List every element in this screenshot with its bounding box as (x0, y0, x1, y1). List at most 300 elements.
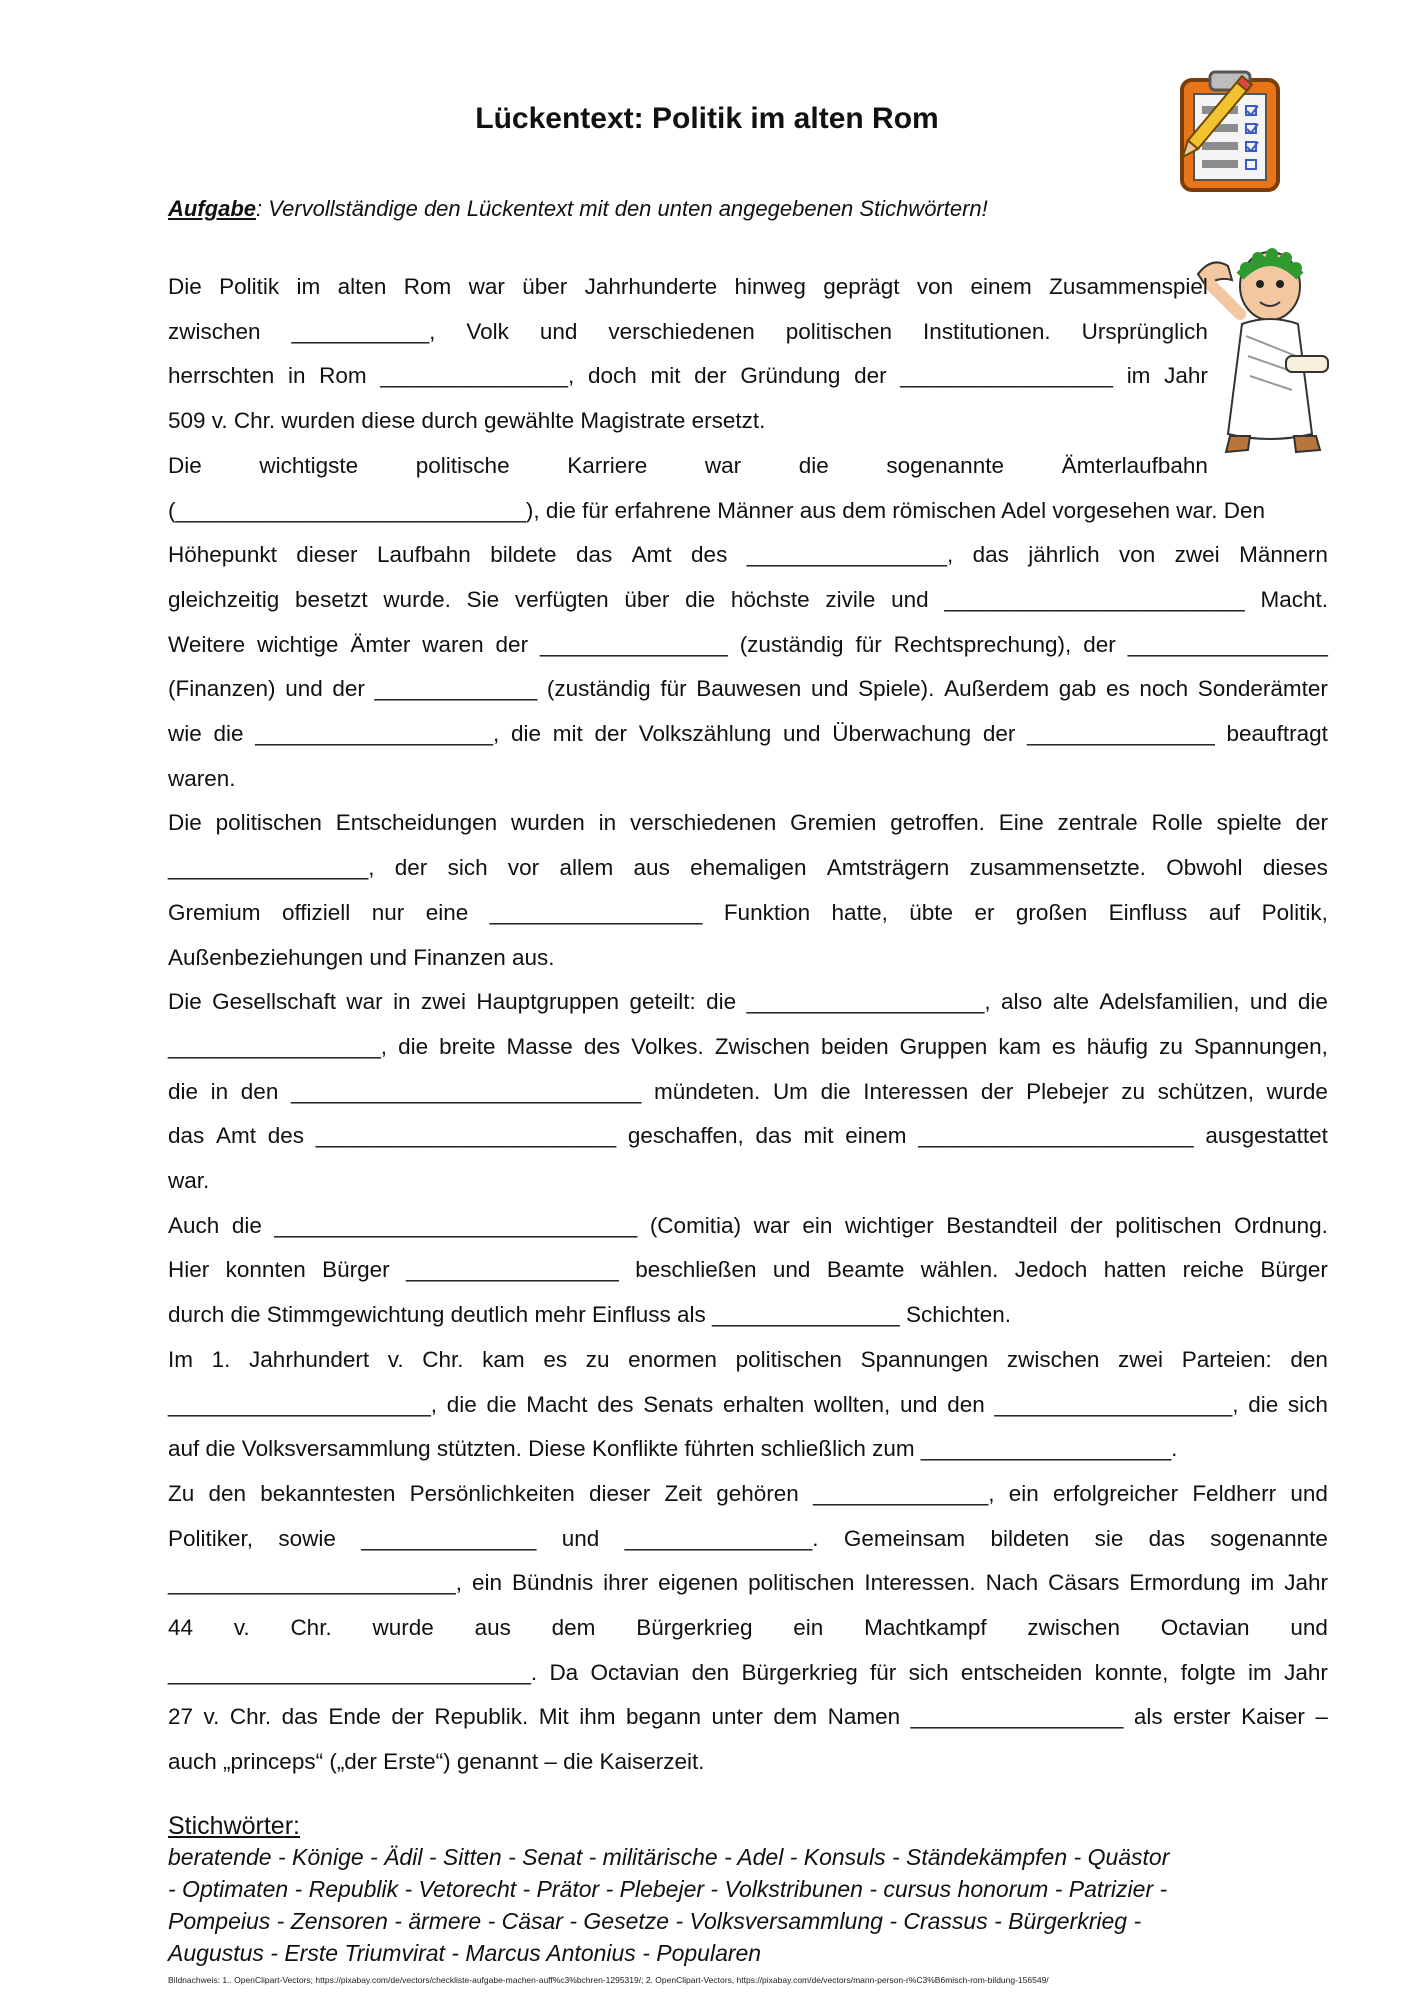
word: _______________ (1027, 721, 1215, 746)
text-line (168, 319, 1208, 345)
word: hinweg (734, 274, 806, 299)
word: dieses (1262, 855, 1328, 881)
word: höchste (730, 586, 810, 612)
word: wurde (1266, 1078, 1328, 1104)
word: im (1250, 1570, 1275, 1596)
word: Octavian (590, 1659, 680, 1685)
word: die (1297, 989, 1328, 1015)
word: Adelsfamilien, (1099, 989, 1240, 1015)
word: Feldherr (1192, 1480, 1277, 1506)
word: und (772, 1257, 811, 1283)
word: mit (552, 721, 583, 746)
text-line (168, 1481, 1328, 1507)
word: _______________. (624, 1525, 819, 1551)
word: und (539, 318, 578, 344)
word: das (281, 1704, 318, 1730)
word: doch (587, 363, 637, 389)
word: über (624, 586, 670, 612)
word: zu (585, 1346, 610, 1372)
word: Da (549, 1659, 579, 1685)
word: die (168, 1078, 199, 1104)
word: Hauptgruppen (476, 989, 620, 1015)
word: v. (203, 1704, 220, 1730)
text-line (168, 587, 1328, 613)
word: Amt (216, 1123, 257, 1149)
word: mündeten. (653, 1078, 761, 1104)
word: (zuständig (739, 631, 844, 657)
text-line: auch „princeps“ („der Erste“) genannt – die Kaiserzeit. (168, 1749, 705, 1775)
word: sich (908, 1659, 949, 1685)
word: wurden (510, 810, 585, 836)
word: aus (474, 1615, 511, 1640)
word: waren (422, 631, 484, 657)
word: zentrale (1057, 810, 1138, 836)
stichwoerter-line: beratende - Könige - Ädil - Sitten - Senat - militärische - Adel - Konsuls - Ständekämpfen - Quästor (168, 1844, 1170, 1870)
word: _____________________________ (274, 1212, 638, 1238)
word: Gremien (790, 810, 877, 836)
checklist-clipboard-icon (1168, 66, 1290, 196)
word: Jahr (1284, 1659, 1328, 1685)
word: folgte (1180, 1659, 1236, 1685)
word: Chr. (229, 1704, 272, 1730)
word: _____________________________. (168, 1659, 538, 1685)
word: geprägt (823, 274, 900, 299)
word: übte (909, 899, 954, 925)
word: wurde. (383, 586, 451, 612)
word: ________________, (746, 542, 954, 568)
word: Kaiser (1241, 1704, 1305, 1730)
text-line (168, 632, 1328, 658)
word: großen (1015, 899, 1088, 925)
word: _________________ (900, 363, 1114, 389)
text-line (168, 810, 1328, 836)
word: _________________, (168, 1033, 387, 1059)
word: vor (507, 855, 540, 881)
word: einem (845, 1123, 907, 1149)
word: (Comitia) (649, 1212, 742, 1238)
word: Zu (168, 1480, 195, 1506)
word: Rolle (1151, 810, 1203, 836)
word: Institutionen. (923, 318, 1051, 344)
text-line: 509 v. Chr. wurden diese durch gewählte Magistrate ersetzt. (168, 408, 766, 434)
word: der (394, 855, 428, 881)
word: verschiedenen (608, 318, 755, 344)
word: Gemeinsam (843, 1525, 966, 1551)
text-line (168, 542, 1328, 568)
text-line: waren. (168, 765, 236, 791)
word: aus (633, 855, 670, 881)
word: – (1315, 1704, 1328, 1730)
word: auf (1208, 899, 1241, 925)
word: Zeit (664, 1480, 703, 1506)
text-line (168, 1526, 1328, 1552)
word: Jahr (1164, 363, 1208, 389)
word: Volkszählung (638, 721, 772, 746)
word: bildete (490, 542, 557, 568)
word: Laufbahn (376, 542, 471, 568)
word: allem (559, 855, 614, 881)
stichwoerter-line: Pompeius - Zensoren - ärmere - Cäsar - Gesetze - Volksversammlung - Crassus - Bürgerkrieg - (168, 1908, 1142, 1934)
text-line (168, 989, 1328, 1015)
word: Sonderämter (1197, 676, 1328, 702)
text-line (168, 1615, 1328, 1641)
word: Bürger (1260, 1257, 1328, 1283)
word: die (213, 721, 244, 746)
word: Überwachung (832, 721, 972, 746)
word: Im (168, 1346, 193, 1372)
word: zu (1159, 1033, 1183, 1059)
word: Um (772, 1078, 808, 1104)
word: erhalten (722, 1391, 805, 1417)
word: sowie (278, 1525, 336, 1551)
word: Rom (319, 363, 367, 389)
word: offiziell (281, 899, 351, 925)
word: wurde (372, 1615, 434, 1640)
text-line: auf die Volksversammlung stützten. Diese Konflikte führten schließlich zum ____________________. (168, 1436, 1178, 1462)
word: enormen (628, 1346, 717, 1372)
word: Jahr (1284, 1570, 1328, 1596)
text-line (168, 1392, 1328, 1418)
word: Amtsträgern (826, 855, 950, 881)
word: gehören (716, 1480, 799, 1506)
word: ehemaligen (690, 855, 807, 881)
word: wichtige (257, 631, 339, 657)
word: geteilt: (629, 989, 696, 1015)
word: für (870, 1659, 897, 1685)
word: alte (1052, 989, 1089, 1015)
text-line (168, 274, 1208, 300)
word: Gründung (740, 363, 841, 389)
word: kam (482, 1346, 525, 1372)
word: Ämter (350, 631, 411, 657)
word: im (1126, 363, 1151, 389)
word: Die (168, 810, 202, 836)
word: die (398, 1033, 429, 1059)
word: der (694, 363, 727, 389)
word: Ursprünglich (1081, 318, 1208, 344)
word: das (755, 1123, 792, 1149)
word: ____________________________ (290, 1078, 642, 1104)
word: sich (1287, 1391, 1328, 1417)
word: die (820, 1078, 851, 1104)
word: die (685, 586, 716, 612)
word: zwei (420, 989, 466, 1015)
word: Spannungen (860, 1346, 989, 1372)
word: sie (1094, 1525, 1124, 1551)
word: den (1290, 1346, 1328, 1372)
word: und (1249, 989, 1288, 1015)
word: Interessen. (864, 1570, 976, 1596)
word: die (486, 1391, 517, 1417)
word: Machtkampf (864, 1615, 987, 1640)
task-instruction (168, 196, 988, 222)
word: zwischen (1027, 1615, 1120, 1640)
word: konnte, (1094, 1659, 1169, 1685)
word: und (899, 1391, 938, 1417)
word: das (1148, 1525, 1185, 1551)
page-title: Lückentext: Politik im alten Rom (475, 102, 939, 135)
word: ___________________, (746, 989, 991, 1015)
word: Bestandteil (946, 1212, 1058, 1238)
word: über (522, 274, 568, 299)
stichwoerter-title: Stichwörter: (168, 1812, 300, 1840)
word: ein (793, 1615, 824, 1640)
word: Politik, (1261, 899, 1328, 925)
text-line: (____________________________), die für erfahrene Männer aus dem römischen Adel vorgesehen war. Den (168, 497, 1266, 523)
word: die (1248, 1391, 1279, 1417)
word: von (1118, 542, 1156, 568)
text-line (168, 1213, 1328, 1239)
word: Masse (506, 1033, 573, 1059)
word: häufig (1086, 1033, 1149, 1059)
word: hatten (1103, 1257, 1167, 1283)
word: Politiker, (168, 1525, 254, 1551)
word: Jahrhunderte (584, 274, 718, 299)
text-line (168, 1704, 1328, 1730)
word: der (982, 721, 1016, 746)
word: Spannungen, (1193, 1033, 1328, 1059)
word: das (575, 542, 613, 568)
word: Bürgerkrieg (741, 1659, 858, 1685)
word: die (798, 452, 829, 478)
word: geschaffen, (627, 1123, 744, 1149)
word: Bauwesen (696, 676, 802, 702)
word: für (855, 631, 882, 657)
word: er (974, 899, 995, 925)
word: eine (425, 899, 469, 925)
text-line: durch die Stimmgewichtung deutlich mehr Einfluss als _______________ Schichten. (168, 1302, 1012, 1328)
word: Männern (1239, 542, 1328, 568)
word: ______________________ (918, 1123, 1194, 1149)
word: und (1290, 1480, 1328, 1506)
word: _____________ (374, 676, 538, 702)
word: (zuständig (546, 676, 651, 702)
text-line: war. (168, 1168, 210, 1193)
word: Chr. (422, 1346, 464, 1372)
word: politischen (215, 810, 322, 836)
word: ________________ (1127, 631, 1328, 657)
word: Volk (466, 318, 509, 344)
word: den (208, 1480, 247, 1506)
word: zwischen (168, 318, 261, 344)
word: sich (447, 855, 488, 881)
word: in (393, 989, 411, 1015)
word: _____________________, (168, 1391, 438, 1417)
word: wichtiger (844, 1212, 934, 1238)
word: und (561, 1525, 600, 1551)
word: ihrer (603, 1570, 649, 1596)
word: ausgestattet (1205, 1123, 1328, 1149)
word: noch (1139, 676, 1189, 702)
word: Die (168, 452, 202, 478)
word: Beamte (826, 1257, 905, 1283)
task-text: : Vervollständige den Lückentext mit den unten angegebenen Stichwörtern! (256, 196, 988, 221)
word: Spiele). (858, 676, 935, 702)
word: bekanntesten (260, 1480, 396, 1506)
word: Gremium (168, 899, 261, 925)
word: sogenannte (1210, 1525, 1328, 1551)
word: ein (1008, 1480, 1039, 1506)
word: Ermordung (1129, 1570, 1241, 1596)
word: es (1105, 676, 1130, 702)
word: für (660, 676, 687, 702)
word: Funktion (723, 899, 811, 925)
word: 44 (168, 1615, 194, 1640)
word: wie (168, 721, 202, 746)
word: Auch (168, 1212, 220, 1238)
word: in (598, 810, 617, 836)
stichwoerter-line: - Optimaten - Republik - Vetorecht - Prätor - Plebejer - Volkstribunen - cursus honorum - Patrizier - (168, 1876, 1168, 1902)
word: v. (233, 1615, 250, 1640)
word: Namen (827, 1704, 901, 1730)
word: das (168, 1123, 205, 1149)
word: und (783, 721, 821, 746)
word: Senats (643, 1391, 714, 1417)
text-line (168, 1570, 1328, 1596)
word: Hier (168, 1257, 210, 1283)
word: in (210, 1078, 229, 1104)
word: Jahrhundert (249, 1346, 370, 1372)
word: Außerdem (944, 676, 1050, 702)
word: Ende (328, 1704, 381, 1730)
text-line (168, 900, 1328, 926)
word: 27 (168, 1704, 194, 1730)
word: war (704, 452, 742, 478)
word: Die (168, 274, 202, 299)
word: zwischen (1006, 1346, 1100, 1372)
word: hatte, (831, 899, 888, 925)
word: Ordnung. (1234, 1212, 1328, 1238)
word: _______________________, (168, 1570, 463, 1596)
word: politischen (748, 1570, 855, 1596)
word: Bündnis (511, 1570, 594, 1596)
text-line (168, 1660, 1328, 1686)
word: ______________ (361, 1525, 537, 1551)
word: bildeten (990, 1525, 1070, 1551)
word: reiche (1182, 1257, 1244, 1283)
word: schützen, (1157, 1078, 1254, 1104)
word: als (1133, 1704, 1163, 1730)
image-credits: Bildnachweis: 1.. OpenClipart-Vectors; https://pixabay.com/de/vectors/checkliste-aufgabe-machen-auff%c3%bchren-1295319/; 2. OpenClipart-Vectors, https://pixabay.com/de/vectors/mann-person-r%C3%B6misch-rom-bildung-156549/ (168, 1975, 1049, 1985)
word: Zwischen (714, 1033, 810, 1059)
word: wählen. (920, 1257, 999, 1283)
word: dem (551, 1615, 596, 1640)
word: die (231, 1212, 262, 1238)
word: erster (1173, 1704, 1231, 1730)
word: Rom (403, 274, 452, 299)
word: Obwohl (1166, 855, 1243, 881)
word: beiden (821, 1033, 889, 1059)
word: Parteien: (1181, 1346, 1272, 1372)
word: der (391, 1704, 424, 1730)
word: getroffen. (890, 810, 985, 836)
word: Zusammenspiel (1049, 274, 1208, 299)
word: Bürger (322, 1257, 390, 1283)
word: die (706, 989, 737, 1015)
word: der (1295, 810, 1328, 836)
word: ihm (579, 1704, 616, 1730)
word: zu (1121, 1078, 1146, 1104)
word: entscheiden (960, 1659, 1083, 1685)
word: Macht (526, 1391, 588, 1417)
word: unter (711, 1704, 763, 1730)
word: zwei (1118, 1346, 1164, 1372)
word: alten (337, 274, 387, 299)
word: Macht. (1260, 586, 1328, 612)
word: beschließen (635, 1257, 757, 1283)
word: Mit (538, 1704, 569, 1730)
word: ___________________, (994, 1391, 1239, 1417)
word: die (446, 1391, 477, 1417)
word: der (594, 721, 627, 746)
word: Amt (631, 542, 672, 568)
text-line (168, 363, 1208, 389)
word: politische (415, 452, 510, 478)
word: Nach (985, 1570, 1039, 1596)
word: gleichzeitig (168, 586, 280, 612)
word: und (810, 676, 849, 702)
word: Gruppen (899, 1033, 988, 1059)
word: des (597, 1391, 634, 1417)
word: nur (371, 899, 405, 925)
word: besetzt (295, 586, 368, 612)
word: Höhepunkt (168, 542, 277, 568)
text-line (168, 1257, 1328, 1283)
word: Sie (466, 586, 500, 612)
word: eigenen (658, 1570, 739, 1596)
word: ___________, (291, 318, 436, 344)
word: Entscheidungen (335, 810, 498, 836)
word: jährlich (1028, 542, 1100, 568)
word: herrschten (168, 363, 275, 389)
word: im (1248, 1659, 1272, 1685)
word: erfolgreicher (1053, 1480, 1179, 1506)
word: spielte (1216, 810, 1282, 836)
word: _________________ (489, 899, 703, 925)
word: begann (625, 1704, 702, 1730)
word: dem (773, 1704, 818, 1730)
word: Politik (219, 274, 280, 299)
word: des (691, 542, 728, 568)
word: Cäsars (1048, 1570, 1120, 1596)
word: war (346, 989, 383, 1015)
word: das (972, 542, 1009, 568)
word: Chr. (290, 1615, 332, 1640)
word: im (296, 274, 321, 299)
word: beauftragt (1226, 721, 1328, 746)
word: zivile (825, 586, 876, 612)
word: Volkes. (631, 1033, 704, 1059)
word: zwei (1174, 542, 1220, 568)
word: breite (439, 1033, 496, 1059)
word: sogenannte (886, 452, 1004, 478)
word: _________________ (910, 1704, 1124, 1730)
word: wollten, (813, 1391, 891, 1417)
word: ein (471, 1570, 503, 1596)
word: einem (970, 274, 1032, 299)
word: der (332, 676, 365, 702)
word: in (287, 363, 306, 389)
word: politischen (735, 1346, 842, 1372)
word: ________________________ (315, 1123, 617, 1149)
word: Ämterlaufbahn (1061, 452, 1208, 478)
word: kam (998, 1033, 1041, 1059)
word: dieser (296, 542, 358, 568)
word: die (510, 721, 541, 746)
word: den (691, 1659, 730, 1685)
word: der (495, 631, 529, 657)
word: den (947, 1391, 985, 1417)
